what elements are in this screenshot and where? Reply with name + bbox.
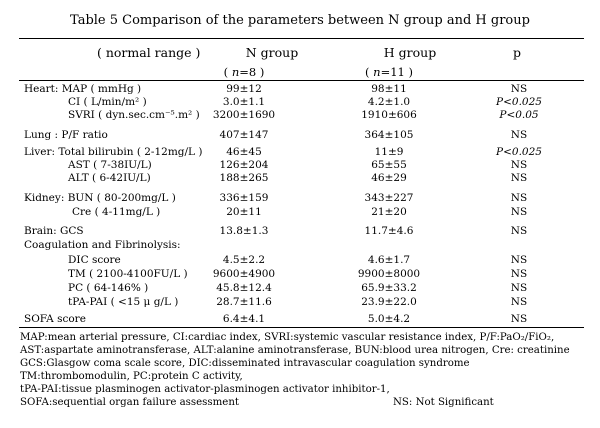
row-label: CI ( L/min/m² ) [68, 96, 147, 108]
n-value: 45.8±12.4 [216, 282, 272, 294]
n-value: 9600±4900 [212, 268, 276, 280]
top-rule [19, 38, 584, 39]
row-label: tPA-PAI ( <15 μ g/L ) [68, 296, 179, 308]
footnote-line: tPA-PAI:tissue plasminogen activator-plasminogen activator inhibitor-1, [20, 384, 390, 395]
h-value: 23.9±22.0 [361, 296, 417, 308]
p-value: NS [510, 83, 528, 95]
row-label: ALT ( 6-42IU/L) [68, 172, 151, 184]
row-label: PC ( 64-146% ) [68, 282, 149, 294]
h-value: 98±11 [371, 83, 407, 95]
n-value: 99±12 [226, 83, 262, 95]
p-value: NS [510, 296, 528, 308]
n-value: 4.5±2.2 [222, 254, 266, 266]
p-value: P<0.025 [496, 146, 542, 158]
p-value: NS [510, 172, 528, 184]
p-value: NS [510, 282, 528, 294]
footnote-line: TM:thrombomodulin, PC:protein C activity, [20, 371, 243, 382]
footnote-line: GCS:Glasgow coma scale score, DIC:disseminated intravascular coagulation syndrome [20, 358, 470, 369]
h-value: 46±29 [371, 172, 407, 184]
h-value: 65±55 [371, 159, 407, 171]
footnote-line: AST:aspartate aminotransferase, ALT:alanine aminotransferase, BUN:blood urea nitrogen, Cre: creatinine [20, 345, 570, 356]
row-label: Liver: Total bilirubin ( 2-12mg/L ) [24, 146, 203, 158]
p-value: NS [510, 225, 528, 237]
n-value: 336±159 [219, 192, 269, 204]
header-n-group: N group [245, 45, 299, 60]
h-value: 364±105 [364, 129, 414, 141]
h-value: 9900±8000 [357, 268, 421, 280]
row-label: Heart: MAP ( mmHg ) [24, 83, 142, 95]
n-value: 407±147 [219, 129, 269, 141]
n-value: 3.0±1.1 [222, 96, 266, 108]
row-label: Brain: GCS [24, 225, 84, 237]
row-label: Coagulation and Fibrinolysis: [24, 239, 181, 251]
h-value: 11.7±4.6 [364, 225, 414, 237]
n-value: 6.4±4.1 [222, 313, 266, 325]
h-value: 65.9±33.2 [361, 282, 417, 294]
h-value: 1910±606 [361, 109, 417, 121]
n-value: 20±11 [226, 206, 262, 218]
footnote-line: MAP:mean arterial pressure, CI:cardiac index, SVRI:systemic vascular resistance index, P/F:PaO₂/FiO₂, [20, 332, 555, 343]
row-label: AST ( 7-38IU/L) [68, 159, 152, 171]
header-normal-range: ( normal range ) [97, 45, 201, 60]
p-value: NS [510, 129, 528, 141]
h-value: 4.6±1.7 [367, 254, 411, 266]
n-value: 46±45 [226, 146, 262, 158]
p-value: NS [510, 192, 528, 204]
header-h-count: ( n=11 ) [365, 65, 413, 79]
p-value: NS [510, 159, 528, 171]
p-value: P<0.05 [499, 109, 539, 121]
n-value: 3200±1690 [212, 109, 276, 121]
h-value: 343±227 [364, 192, 414, 204]
n-value: 13.8±1.3 [219, 225, 269, 237]
n-value: 188±265 [219, 172, 269, 184]
table-title: Table 5 Comparison of the parameters between N group and H group [70, 13, 530, 28]
bottom-rule [19, 327, 584, 328]
row-label: SVRI ( dyn.sec.cm⁻⁵.m² ) [68, 109, 200, 121]
row-label: Cre ( 4-11mg/L ) [72, 206, 161, 218]
h-value: 21±20 [371, 206, 407, 218]
header-h-group: H group [383, 45, 437, 60]
row-label: DIC score [68, 254, 121, 266]
h-value: 11±9 [374, 146, 404, 158]
p-value: NS [510, 206, 528, 218]
p-value: NS [510, 313, 528, 325]
header-p: p [512, 45, 522, 60]
row-label: TM ( 2100-4100FU/L ) [68, 268, 188, 280]
h-value: 4.2±1.0 [367, 96, 411, 108]
row-label: SOFA score [24, 313, 86, 325]
h-value: 5.0±4.2 [367, 313, 411, 325]
header-n-count: ( n=8 ) [223, 65, 265, 79]
p-value: NS [510, 268, 528, 280]
p-value: P<0.025 [496, 96, 542, 108]
p-value: NS [510, 254, 528, 266]
n-value: 126±204 [219, 159, 269, 171]
footnote-line: SOFA:sequential organ failure assessment [20, 397, 239, 408]
row-label: Lung : P/F ratio [24, 129, 108, 141]
row-label: Kidney: BUN ( 80-200mg/L ) [24, 192, 176, 204]
ns-footnote: NS: Not Significant [393, 397, 494, 408]
n-value: 28.7±11.6 [216, 296, 272, 308]
header-rule [19, 80, 584, 81]
